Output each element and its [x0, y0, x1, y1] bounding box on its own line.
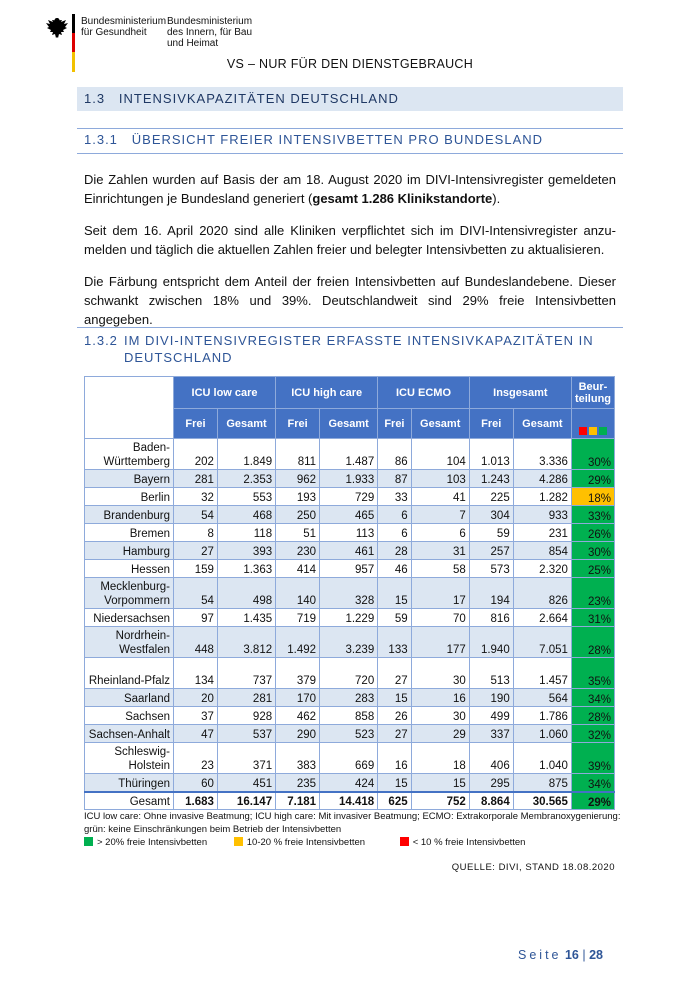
state-name: Sachsen-Anhalt [85, 725, 174, 743]
table-total-row [85, 792, 615, 810]
cell-value: 3.239 [320, 627, 378, 658]
state-name: Berlin [85, 488, 174, 506]
cell-value: 304 [469, 506, 513, 524]
cell-value: 170 [276, 689, 320, 707]
cell-value: 51 [276, 524, 320, 542]
table-row [85, 627, 615, 658]
cell-value: 6 [378, 506, 411, 524]
cell-value: 16.147 [217, 792, 275, 810]
icu-capacity-table [84, 376, 615, 810]
cell-value: 513 [469, 658, 513, 689]
col-rating: Beur-teilung [571, 377, 614, 409]
state-name: Niedersachsen [85, 609, 174, 627]
rating-percent: 39% [571, 743, 614, 774]
subheader-frei: Frei [276, 409, 320, 439]
cell-value: 625 [378, 792, 411, 810]
cell-value: 230 [276, 542, 320, 560]
table-row [85, 470, 615, 488]
cell-value: 193 [276, 488, 320, 506]
state-name: Saarland [85, 689, 174, 707]
cell-value: 87 [378, 470, 411, 488]
cell-value: 283 [320, 689, 378, 707]
table-row [85, 609, 615, 627]
cell-value: 537 [217, 725, 275, 743]
table-row [85, 439, 615, 470]
cell-value: 70 [411, 609, 469, 627]
cell-value: 1.243 [469, 470, 513, 488]
cell-value: 37 [174, 707, 218, 725]
state-name: Hessen [85, 560, 174, 578]
cell-value: 371 [217, 743, 275, 774]
cell-value: 225 [469, 488, 513, 506]
rating-color-key [571, 409, 614, 439]
cell-value: 1.040 [513, 743, 571, 774]
divider [77, 327, 623, 328]
rating-percent: 34% [571, 689, 614, 707]
cell-value: 328 [320, 578, 378, 609]
paragraph-2: Seit dem 16. April 2020 sind alle Kliniken verpflichtet sich im DIVI-Intensivregister anzumelden und täglich die aktuellen Zahlen freier und belegter Intensivbetten zu aktualisieren. [84, 223, 616, 257]
table-row [85, 560, 615, 578]
col-group-low-care: ICU low care [174, 377, 276, 409]
state-name: Bremen [85, 524, 174, 542]
cell-value: 31 [411, 542, 469, 560]
table-row [85, 743, 615, 774]
cell-value: 257 [469, 542, 513, 560]
col-group-ecmo: ICU ECMO [378, 377, 470, 409]
cell-value: 18 [411, 743, 469, 774]
subheader-gesamt: Gesamt [320, 409, 378, 439]
state-name: Baden-Württemberg [85, 439, 174, 470]
section-number: 1.3.2 [84, 333, 118, 348]
text: ). [492, 191, 501, 206]
cell-value: 2.353 [217, 470, 275, 488]
source-note: QUELLE: DIVI, STAND 18.08.2020 [451, 862, 615, 873]
cell-value: 140 [276, 578, 320, 609]
cell-value: 957 [320, 560, 378, 578]
cell-value: 27 [378, 658, 411, 689]
cell-value: 737 [217, 658, 275, 689]
legend-label: 10-20 % freie Intensivbetten [246, 837, 366, 848]
state-name: Gesamt [85, 792, 174, 810]
rating-percent: 18% [571, 488, 614, 506]
state-name: Schleswig-Holstein [85, 743, 174, 774]
cell-value: 32 [174, 488, 218, 506]
cell-value: 290 [276, 725, 320, 743]
cell-value: 295 [469, 774, 513, 792]
cell-value: 816 [469, 609, 513, 627]
rating-percent: 35% [571, 658, 614, 689]
cell-value: 1.933 [320, 470, 378, 488]
cell-value: 97 [174, 609, 218, 627]
cell-value: 281 [217, 689, 275, 707]
cell-value: 202 [174, 439, 218, 470]
state-name: Hamburg [85, 542, 174, 560]
cell-value: 1.363 [217, 560, 275, 578]
cell-value: 424 [320, 774, 378, 792]
cell-value: 58 [411, 560, 469, 578]
section-number: 1.3 [84, 91, 106, 106]
state-name: Thüringen [85, 774, 174, 792]
cell-value: 103 [411, 470, 469, 488]
cell-value: 54 [174, 506, 218, 524]
cell-value: 15 [411, 774, 469, 792]
cell-value: 134 [174, 658, 218, 689]
rating-percent: 31% [571, 609, 614, 627]
cell-value: 6 [411, 524, 469, 542]
table-corner [85, 377, 174, 439]
section-number: 1.3.1 [84, 132, 118, 147]
rating-percent: 25% [571, 560, 614, 578]
ministry-health [81, 16, 166, 38]
cell-value: 16 [411, 689, 469, 707]
legend [84, 837, 525, 848]
col-group-total: Insgesamt [469, 377, 571, 409]
cell-value: 383 [276, 743, 320, 774]
cell-value: 30 [411, 707, 469, 725]
cell-value: 858 [320, 707, 378, 725]
rating-percent: 30% [571, 542, 614, 560]
cell-value: 1.849 [217, 439, 275, 470]
table-row [85, 725, 615, 743]
cell-value: 27 [174, 542, 218, 560]
col-group-high-care: ICU high care [276, 377, 378, 409]
table-row [85, 658, 615, 689]
cell-value: 379 [276, 658, 320, 689]
cell-value: 1.013 [469, 439, 513, 470]
cell-value: 498 [217, 578, 275, 609]
rating-percent: 34% [571, 774, 614, 792]
cell-value: 54 [174, 578, 218, 609]
cell-value: 190 [469, 689, 513, 707]
state-name: Rheinland-Pfalz [85, 658, 174, 689]
cell-value: 393 [217, 542, 275, 560]
cell-value: 462 [276, 707, 320, 725]
section-title: IM DIVI-INTENSIVREGISTER ERFASSTE INTENSIVKAPAZITÄTEN IN DEUTSCHLAND [124, 333, 594, 365]
rating-percent: 29% [571, 792, 614, 810]
cell-value: 59 [378, 609, 411, 627]
ministry-line: Bundesministerium [81, 16, 167, 27]
legend-label: > 20% freie Intensivbetten [97, 837, 208, 848]
cell-value: 235 [276, 774, 320, 792]
table-row [85, 578, 615, 609]
cell-value: 29 [411, 725, 469, 743]
rating-percent: 28% [571, 627, 614, 658]
cell-value: 41 [411, 488, 469, 506]
cell-value: 414 [276, 560, 320, 578]
cell-value: 113 [320, 524, 378, 542]
subheader-gesamt: Gesamt [513, 409, 571, 439]
page-total: 28 [589, 948, 603, 962]
page-label: Seite [518, 948, 562, 962]
table-row [85, 689, 615, 707]
cell-value: 854 [513, 542, 571, 560]
paragraph-3: Die Färbung entspricht dem Anteil der freien Intensivbetten auf Bundeslandebene. Dieser schwankt zwischen 18% und 39%. Deutschlandweit sind 29% freie Intensivbetten angegeben. [84, 274, 616, 327]
cell-value: 465 [320, 506, 378, 524]
subheader-gesamt: Gesamt [217, 409, 275, 439]
cell-value: 3.812 [217, 627, 275, 658]
eagle-logo-icon [45, 16, 69, 42]
ministry-line: Bundesministerium [167, 16, 253, 27]
table-row [85, 774, 615, 792]
cell-value: 28 [378, 542, 411, 560]
rating-percent: 32% [571, 725, 614, 743]
classification-label: VS – NUR FÜR DEN DIENSTGEBRAUCH [226, 57, 474, 71]
cell-value: 499 [469, 707, 513, 725]
cell-value: 564 [513, 689, 571, 707]
cell-value: 337 [469, 725, 513, 743]
cell-value: 30.565 [513, 792, 571, 810]
cell-value: 729 [320, 488, 378, 506]
cell-value: 1.229 [320, 609, 378, 627]
ministry-interior [167, 16, 252, 49]
subheader-frei: Frei [174, 409, 218, 439]
cell-value: 59 [469, 524, 513, 542]
cell-value: 15 [378, 689, 411, 707]
cell-value: 7 [411, 506, 469, 524]
cell-value: 669 [320, 743, 378, 774]
subheader-frei: Frei [378, 409, 411, 439]
cell-value: 6 [378, 524, 411, 542]
cell-value: 104 [411, 439, 469, 470]
cell-value: 159 [174, 560, 218, 578]
cell-value: 1.940 [469, 627, 513, 658]
state-name: Nordrhein-Westfalen [85, 627, 174, 658]
cell-value: 8.864 [469, 792, 513, 810]
cell-value: 281 [174, 470, 218, 488]
page-number: Seite 16 | 28 [518, 948, 603, 962]
cell-value: 448 [174, 627, 218, 658]
cell-value: 468 [217, 506, 275, 524]
cell-value: 30 [411, 658, 469, 689]
rating-percent: 30% [571, 439, 614, 470]
cell-value: 1.457 [513, 658, 571, 689]
legend-label: < 10 % freie Intensivbetten [412, 837, 526, 848]
legend-red-swatch [400, 837, 409, 846]
cell-value: 20 [174, 689, 218, 707]
ministry-line: und Heimat [167, 38, 219, 49]
cell-value: 86 [378, 439, 411, 470]
cell-value: 1.060 [513, 725, 571, 743]
cell-value: 1.487 [320, 439, 378, 470]
rating-percent: 29% [571, 470, 614, 488]
legend-yellow-swatch [234, 837, 243, 846]
paragraph-1 [84, 170, 616, 208]
cell-value: 194 [469, 578, 513, 609]
cell-value: 1.683 [174, 792, 218, 810]
red-swatch [579, 427, 587, 435]
text-bold: gesamt 1.286 Klinikstandorte [312, 191, 493, 206]
cell-value: 4.286 [513, 470, 571, 488]
cell-value: 720 [320, 658, 378, 689]
rating-percent: 33% [571, 506, 614, 524]
cell-value: 1.786 [513, 707, 571, 725]
cell-value: 231 [513, 524, 571, 542]
subheader-gesamt: Gesamt [411, 409, 469, 439]
cell-value: 1.492 [276, 627, 320, 658]
cell-value: 928 [217, 707, 275, 725]
cell-value: 1.282 [513, 488, 571, 506]
table-row [85, 524, 615, 542]
table-row [85, 707, 615, 725]
divider [77, 153, 623, 154]
subheader-frei: Frei [469, 409, 513, 439]
table-row [85, 542, 615, 560]
divider [77, 128, 623, 129]
cell-value: 46 [378, 560, 411, 578]
cell-value: 523 [320, 725, 378, 743]
cell-value: 811 [276, 439, 320, 470]
yellow-swatch [589, 427, 597, 435]
text: Die Zahlen wurden auf Basis der am 18. August 2020 im DIVI-Intensivregister gemeldeten Einrichtungen je Bundesland generiert ( [84, 172, 616, 206]
cell-value: 2.664 [513, 609, 571, 627]
cell-value: 60 [174, 774, 218, 792]
legend-green-swatch [84, 837, 93, 846]
cell-value: 3.336 [513, 439, 571, 470]
cell-value: 933 [513, 506, 571, 524]
table-row [85, 506, 615, 524]
cell-value: 15 [378, 578, 411, 609]
state-name: Mecklenburg-Vorpommern [85, 578, 174, 609]
cell-value: 826 [513, 578, 571, 609]
state-name: Sachsen [85, 707, 174, 725]
section-heading-1-3 [77, 87, 623, 111]
cell-value: 17 [411, 578, 469, 609]
state-name: Brandenburg [85, 506, 174, 524]
cell-value: 875 [513, 774, 571, 792]
cell-value: 16 [378, 743, 411, 774]
cell-value: 7.051 [513, 627, 571, 658]
cell-value: 26 [378, 707, 411, 725]
cell-value: 2.320 [513, 560, 571, 578]
section-title: ÜBERSICHT FREIER INTENSIVBETTEN PRO BUNDESLAND [131, 132, 544, 147]
cell-value: 15 [378, 774, 411, 792]
cell-value: 27 [378, 725, 411, 743]
cell-value: 33 [378, 488, 411, 506]
table-footnote: ICU low care: Ohne invasive Beatmung; ICU high care: Mit invasiver Beatmung; ECMO: Extrakorporale Membranoxygenierung: grün: keine Einschränkungen beim Betrieb der Intensivbetten [84, 811, 621, 835]
cell-value: 451 [217, 774, 275, 792]
cell-value: 250 [276, 506, 320, 524]
state-name: Bayern [85, 470, 174, 488]
cell-value: 47 [174, 725, 218, 743]
cell-value: 118 [217, 524, 275, 542]
green-swatch [599, 427, 607, 435]
cell-value: 719 [276, 609, 320, 627]
cell-value: 7.181 [276, 792, 320, 810]
cell-value: 406 [469, 743, 513, 774]
cell-value: 14.418 [320, 792, 378, 810]
table-row [85, 488, 615, 506]
cell-value: 962 [276, 470, 320, 488]
cell-value: 177 [411, 627, 469, 658]
cell-value: 573 [469, 560, 513, 578]
cell-value: 461 [320, 542, 378, 560]
rating-percent: 26% [571, 524, 614, 542]
cell-value: 1.435 [217, 609, 275, 627]
rating-percent: 28% [571, 707, 614, 725]
cell-value: 553 [217, 488, 275, 506]
section-heading-1-3-1 [84, 132, 543, 147]
cell-value: 752 [411, 792, 469, 810]
page-current: 16 [564, 948, 579, 962]
cell-value: 23 [174, 743, 218, 774]
cell-value: 133 [378, 627, 411, 658]
rating-percent: 23% [571, 578, 614, 609]
ministry-line: des Innern, für Bau [167, 27, 253, 38]
ministry-line: für Gesundheit [81, 27, 147, 38]
cell-value: 8 [174, 524, 218, 542]
section-title: INTENSIVKAPAZITÄTEN DEUTSCHLAND [118, 91, 399, 106]
